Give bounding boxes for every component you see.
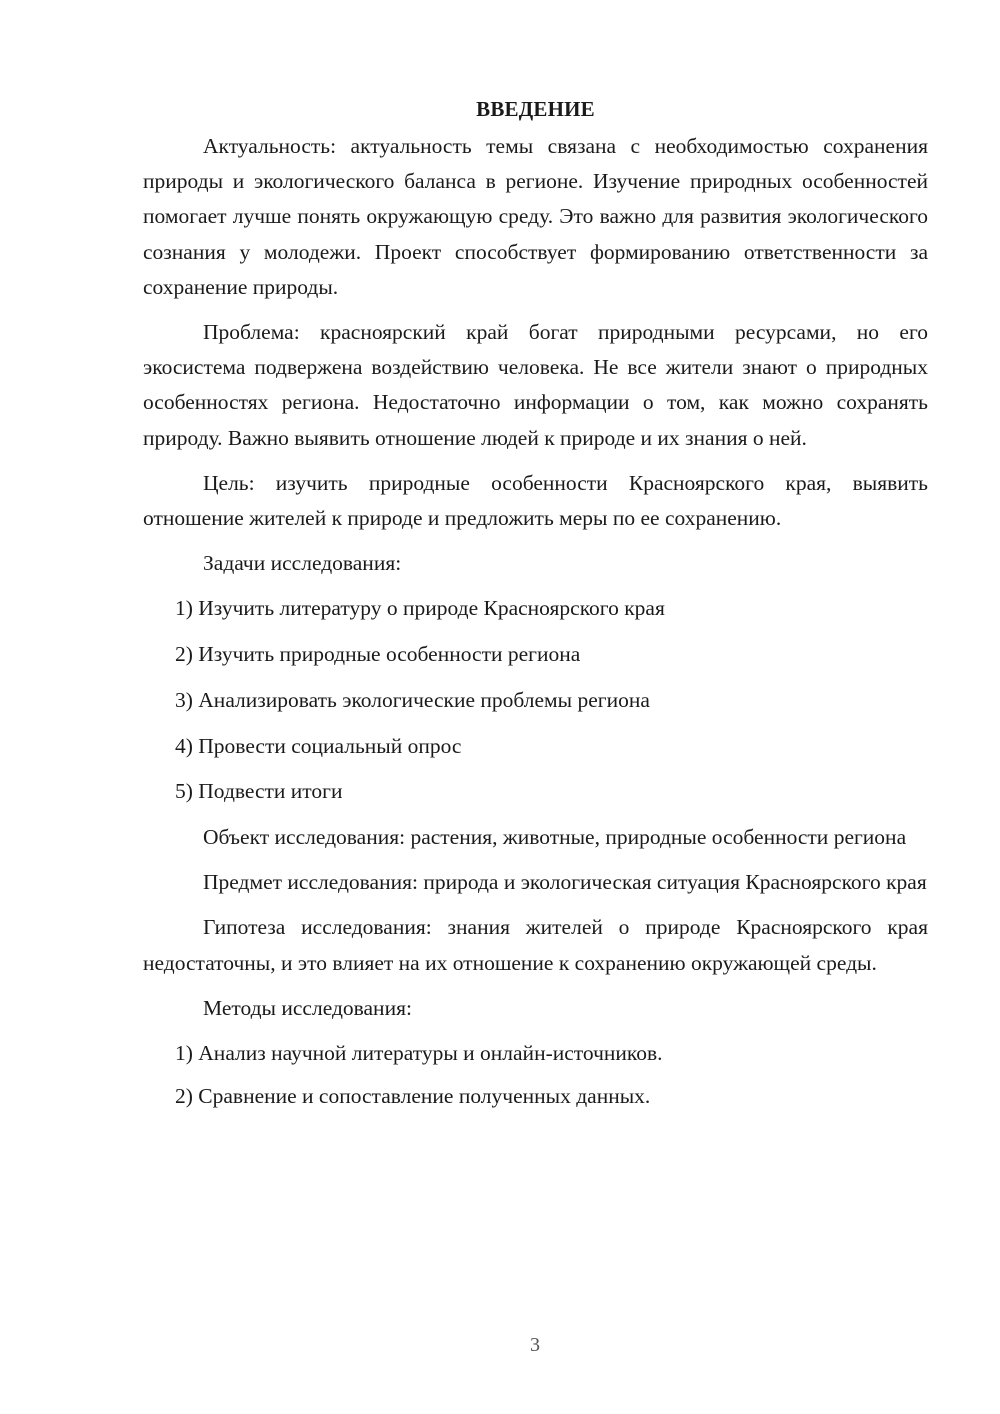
document-page — [143, 92, 928, 1124]
list-item: 2) Сравнение и сопоставление полученных данных. — [175, 1084, 651, 1109]
tasks-list — [143, 591, 928, 809]
list-item: 3) Анализировать экологические проблемы региона — [175, 687, 650, 712]
problem-paragraph: Проблема: красноярский край богат природными ресурсами, но его экосистема подвержена воздействию человека. Не все жители знают о природных особенностях региона. Недостаточно информации о том, как можно сохранять природу. Важно выявить отношение людей к природе и их знания о ней. — [143, 320, 928, 450]
object-paragraph: Объект исследования: растения, животные, природные особенности региона — [203, 824, 907, 849]
methods-list — [143, 1036, 928, 1114]
list-item: 1) Анализ научной литературы и онлайн-источников. — [175, 1040, 663, 1065]
goal-paragraph: Цель: изучить природные особенности Красноярского края, выявить отношение жителей к природе и предложить меры по ее сохранению. — [143, 470, 928, 531]
tasks-heading: Задачи исследования: — [203, 551, 402, 576]
methods-heading: Методы исследования: — [203, 995, 412, 1020]
list-item: 5) Подвести итоги — [175, 779, 343, 804]
relevance-paragraph: Актуальность: актуальность темы связана с необходимостью сохранения природы и экологического баланса в регионе. Изучение природных особенностей помогает лучше понять окружающую среду. Это важно для развития экологического сознания у молодежи. Проект способствует формированию ответственности за сохранение природы. — [143, 134, 928, 299]
list-item: 2) Изучить природные особенности региона — [175, 642, 581, 667]
hypothesis-paragraph: Гипотеза исследования: знания жителей о природе Красноярского края недостаточны, и это влияет на их отношение к сохранению окружающей среды. — [143, 915, 928, 975]
section-title: ВВЕДЕНИЕ — [476, 97, 595, 121]
list-item: 1) Изучить литературу о природе Красноярского края — [175, 596, 665, 621]
page-number: 3 — [530, 1334, 540, 1356]
subject-paragraph: Предмет исследования: природа и экологическая ситуация Красноярского края — [203, 870, 927, 895]
list-item: 4) Провести социальный опрос — [175, 733, 462, 758]
